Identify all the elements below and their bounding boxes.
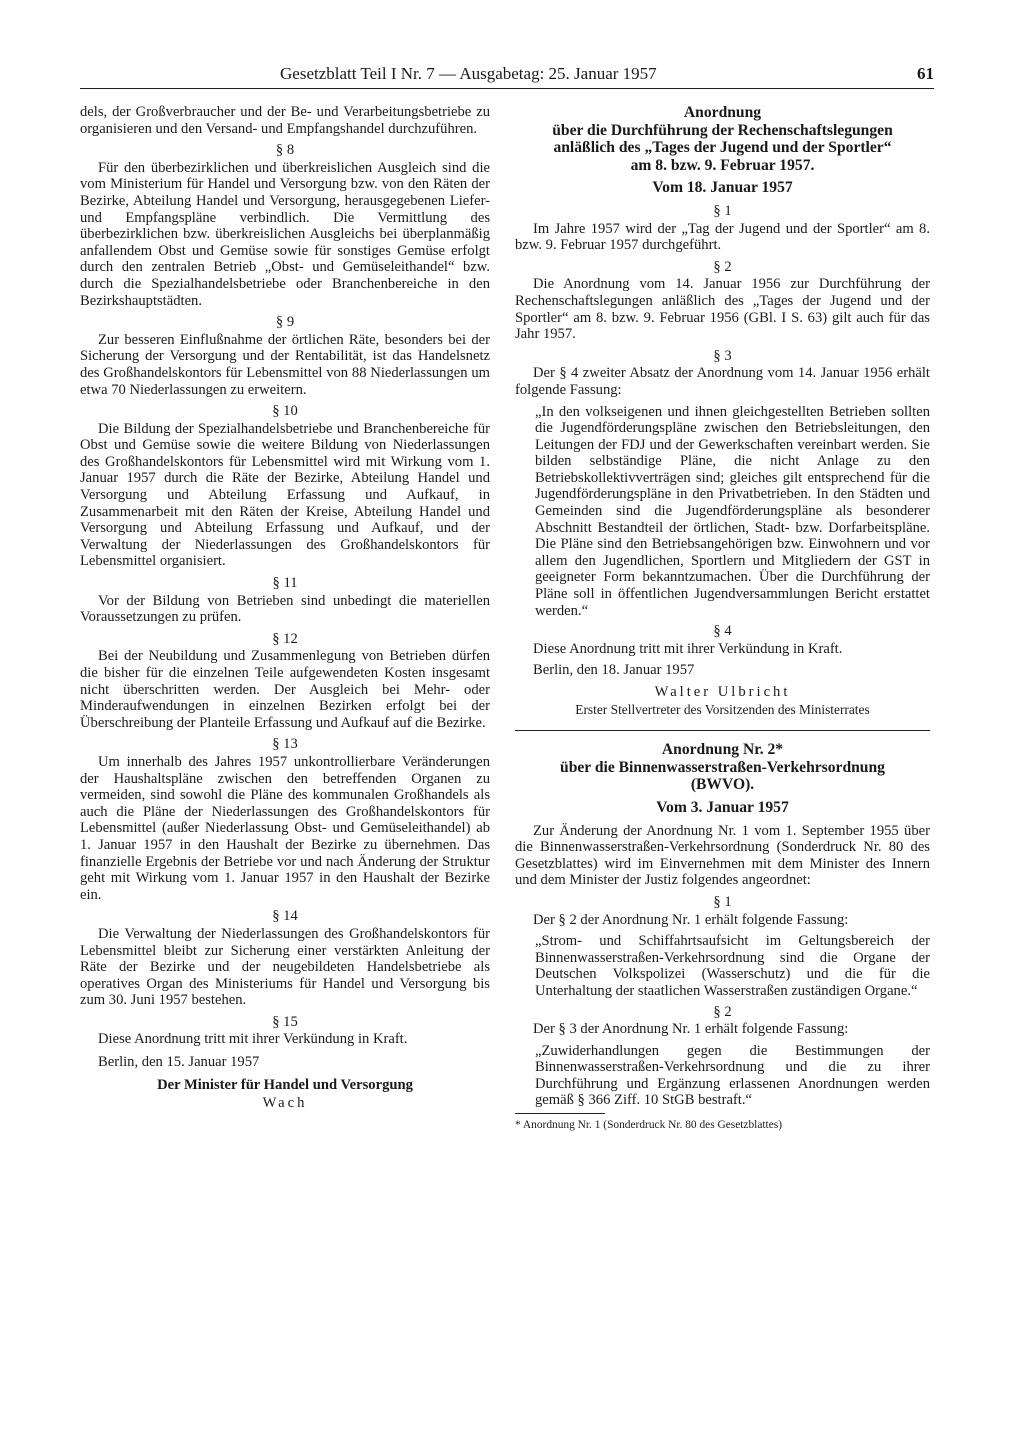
right-column	[515, 104, 930, 1137]
section-heading-3: § 3	[713, 347, 732, 364]
paragraph-15: Diese Anordnung tritt mit ihrer Verkündung in Kraft.	[98, 1031, 408, 1048]
paragraph-continuation: dels, der Großverbraucher und der Be- und Verarbeitungsbetriebe zu organisieren und den Versand- und Empfangshandel durchzuführen.	[80, 104, 490, 137]
section-heading-11: § 11	[272, 575, 298, 592]
title-line: anläßlich des „Tages der Jugend und der Sportler“	[553, 139, 892, 157]
paragraph-12: Bei der Neubildung und Zusammenlegung von Betrieben dürfen die bisher für die einzelnen Teile aufgewendeten Kosten insgesamt nicht überschritten werden. Der Ausgleich bei Mehr- oder Minderaufwendungen in einzelnen Bezirken erfolgt bei der Überschreibung der Planteile Erfassung und Aufkauf auf die Bezirke.	[80, 648, 490, 731]
ordinance-1-date: Vom 18. Januar 1957	[652, 179, 793, 197]
ordinance-2-title	[515, 741, 930, 794]
page-header	[80, 62, 934, 89]
paragraph-4: Diese Anordnung tritt mit ihrer Verkündung in Kraft.	[533, 640, 843, 657]
paragraph-11: Vor der Bildung von Betrieben sind unbedingt die materiellen Voraussetzungen zu prüfen.	[80, 592, 490, 626]
footnote: * Anordnung Nr. 1 (Sonderdruck Nr. 80 des Gesetzblattes)	[515, 1119, 782, 1132]
signer-title: Der Minister für Handel und Versorgung	[157, 1076, 413, 1093]
section-heading-1: § 1	[713, 893, 732, 910]
section-heading-14: § 14	[272, 908, 298, 925]
paragraph-9: Zur besseren Einflußnahme der örtlichen Räte, besonders bei der Sicherung der Versorgung und der Rentabilität, ist das Handelsnetz des Großhandelskontors für Lebensmittel von 88 Niederlassungen um etwa 70 Niederlassungen zu erweitern.	[80, 331, 490, 398]
paragraph-2: Die Anordnung vom 14. Januar 1956 zur Durchführung der Rechenschaftslegungen anläßlich des „Tages der Jugend und der Sportler“ am 8. bzw. 9. Februar 1956 (GBl. I S. 63) gilt auch für das Jahr 1957.	[515, 276, 930, 343]
ordinance-1-title	[515, 104, 930, 174]
left-column	[80, 104, 490, 1113]
section-heading-13: § 13	[272, 736, 298, 753]
section-divider	[515, 730, 930, 731]
section-heading-12: § 12	[272, 630, 298, 647]
page-number: 61	[917, 64, 934, 83]
section-heading-2: § 2	[713, 258, 732, 275]
title-line: Anordnung	[683, 104, 762, 121]
paragraph-1: Im Jahre 1957 wird der „Tag der Jugend und der Sportler“ am 8. bzw. 9. Februar 1957 durchgeführt.	[515, 220, 930, 254]
paragraph-3: Der § 4 zweiter Absatz der Anordnung vom 14. Januar 1956 erhält folgende Fassung:	[515, 365, 930, 398]
ordinance-2-date: Vom 3. Januar 1957	[656, 798, 789, 816]
paragraph-8: Für den überbezirklichen und überkreislichen Ausgleich sind die vom Ministerium für Handel und Versorgung bzw. von den Räten der Bezirke, Abteilung Handel und Versorgung, herausgegebenen Liefer- und Empfangspläne verbindlich. Die Vermittlung des überbezirklichen bzw. überkreislichen Ausgleichs bei überplanmäßig anfallendem Obst und Gemüse sowie für sonstiges Gemüse erfolgt durch den zentralen Betrieb „Obst- und Gemüseleithandel“ bzw. durch die Spezialhandelsbetriebe oder Branchenbereiche in den Bezirkshauptstädten.	[80, 159, 490, 309]
title-line: (BWVO).	[690, 776, 755, 794]
title-line: am 8. bzw. 9. Februar 1957.	[630, 156, 815, 174]
paragraph-2: Der § 3 der Anordnung Nr. 1 erhält folgende Fassung:	[533, 1021, 849, 1038]
paragraph-13: Um innerhalb des Jahres 1957 unkontrollierbare Veränderungen der Haushaltspläne zwischen den betreffenden Organen zu vermeiden, sind sowohl die Pläne des kommunalen Großhandels als auch die Pläne der Niederlassungen des Großhandelskontors für Lebensmittel (außer Niederlassung Obst- und Gemüseleithandel) ab 1. Januar 1957 in den Haushalt der Bezirke zu übernehmen. Das finanzielle Ergebnis der Betriebe vor und nach Änderung der Struktur geht mit Wirkung vom 1. Januar 1957 in den Haushalt der Bezirke ein.	[80, 753, 490, 903]
paragraph-14: Die Verwaltung der Niederlassungen des Großhandelskontors für Lebensmittel bleibt zur Sicherung einer verstärkten Anleitung der Räte der Bezirke und der neugebildeten Handelsbetriebe als operatives Organ des Ministeriums für Handel und Versorgung bis zum 30. Juni 1957 bestehen.	[80, 925, 490, 1009]
title-line: über die Binnenwasserstraßen-Verkehrsordnung	[560, 758, 885, 776]
ordinance-1-place-date: Berlin, den 18. Januar 1957	[533, 662, 695, 679]
quoted-text-1: „Strom- und Schiffahrtsaufsicht im Geltungsbereich der Binnenwasserstraßen-Verkehrsordnung sind die Organe der Deutschen Volkspolizei (Wasserschutz) und die für die Unterhaltung der staatlichen Wasserstraßen zuständigen Organe.“	[535, 933, 930, 999]
quoted-text-3: „In den volkseigenen und ihnen gleichgestellten Betrieben sollten die Jugendförderungspläne zwischen den Betriebsleitungen, den Leitungen der FDJ und der Gewerkschaften vereinbart werden. Sie bilden selbständige Pläne, die nicht Anlage zu den Betriebskollektivverträgen sind; gleiches gilt entsprechend für die Jugendförderungspläne in den Privatbetrieben. In den Städten und Gemeinden sind die Jugendförderungspläne als besonderer Abschnitt Bestandteil der örtlichen, Stadt- bzw. Dorfarbeitspläne. Die Pläne sind den Betriebsangehörigen bzw. Einwohnern und vor allem den Jugendlichen, Sportlern und Mitgliedern der GST in geeigneter Form bekanntzumachen. Über die Durchführung der Pläne soll in öffentlichen Jugendversammlungen Bericht erstattet werden.“	[535, 403, 930, 619]
title-line: über die Durchführung der Rechenschaftslegungen	[552, 121, 893, 139]
section-heading-10: § 10	[272, 403, 298, 420]
paragraph-10: Die Bildung der Spezialhandelsbetriebe und Branchenbereiche für Obst und Gemüse sowie die weitere Bildung von Niederlassungen des Großhandelskontors für Lebensmittel wird mit Wirkung vom 1. Januar 1957 durch die Räte der Bezirke, Abteilung Handel und Versorgung und Abteilung Erfassung und Aufkauf, in Zusammenarbeit mit den Räten der Kreise, Abteilung Handel und Versorgung und Abteilung Erfassung und Aufkauf, und der Verwaltung der Niederlassungen des Großhandelskontors für Lebensmittel organisiert.	[80, 420, 490, 570]
ordinance-1-signer-name: Walter Ulbricht	[654, 684, 791, 700]
section-heading-15: § 15	[272, 1013, 298, 1030]
section-heading-1: § 1	[713, 202, 732, 219]
quoted-text-2: „Zuwiderhandlungen gegen die Bestimmungen der Binnenwasserstraßen-Verkehrsordnung und die zu ihrer Durchführung und Ergänzung erlassenen Anordnungen werden gemäß § 366 Ziff. 10 StGB bestraft.“	[535, 1042, 930, 1109]
footnote-rule	[515, 1113, 605, 1114]
signer-name: Wach	[262, 1095, 308, 1112]
section-heading-4: § 4	[713, 623, 732, 640]
ordinance-2-intro: Zur Änderung der Anordnung Nr. 1 vom 1. September 1955 über die Binnenwasserstraßen-Verkehrsordnung (Sonderdruck Nr. 80 des Gesetzblattes) wird im Einvernehmen mit dem Minister des Innern und dem Minister der Justiz folgendes angeordnet:	[515, 822, 930, 889]
header-title: Gesetzblatt Teil I Nr. 7 — Ausgabetag: 25. Januar 1957	[280, 64, 657, 83]
section-heading-9: § 9	[275, 314, 295, 331]
paragraph-1: Der § 2 der Anordnung Nr. 1 erhält folgende Fassung:	[533, 911, 849, 928]
section-heading-2: § 2	[713, 1003, 732, 1020]
ordinance-1-signer-title: Erster Stellvertreter des Vorsitzenden des Ministerrates	[575, 701, 870, 717]
place-date: Berlin, den 15. Januar 1957	[98, 1054, 260, 1071]
title-line: Anordnung Nr. 2*	[661, 741, 784, 759]
section-heading-8: § 8	[275, 142, 295, 159]
